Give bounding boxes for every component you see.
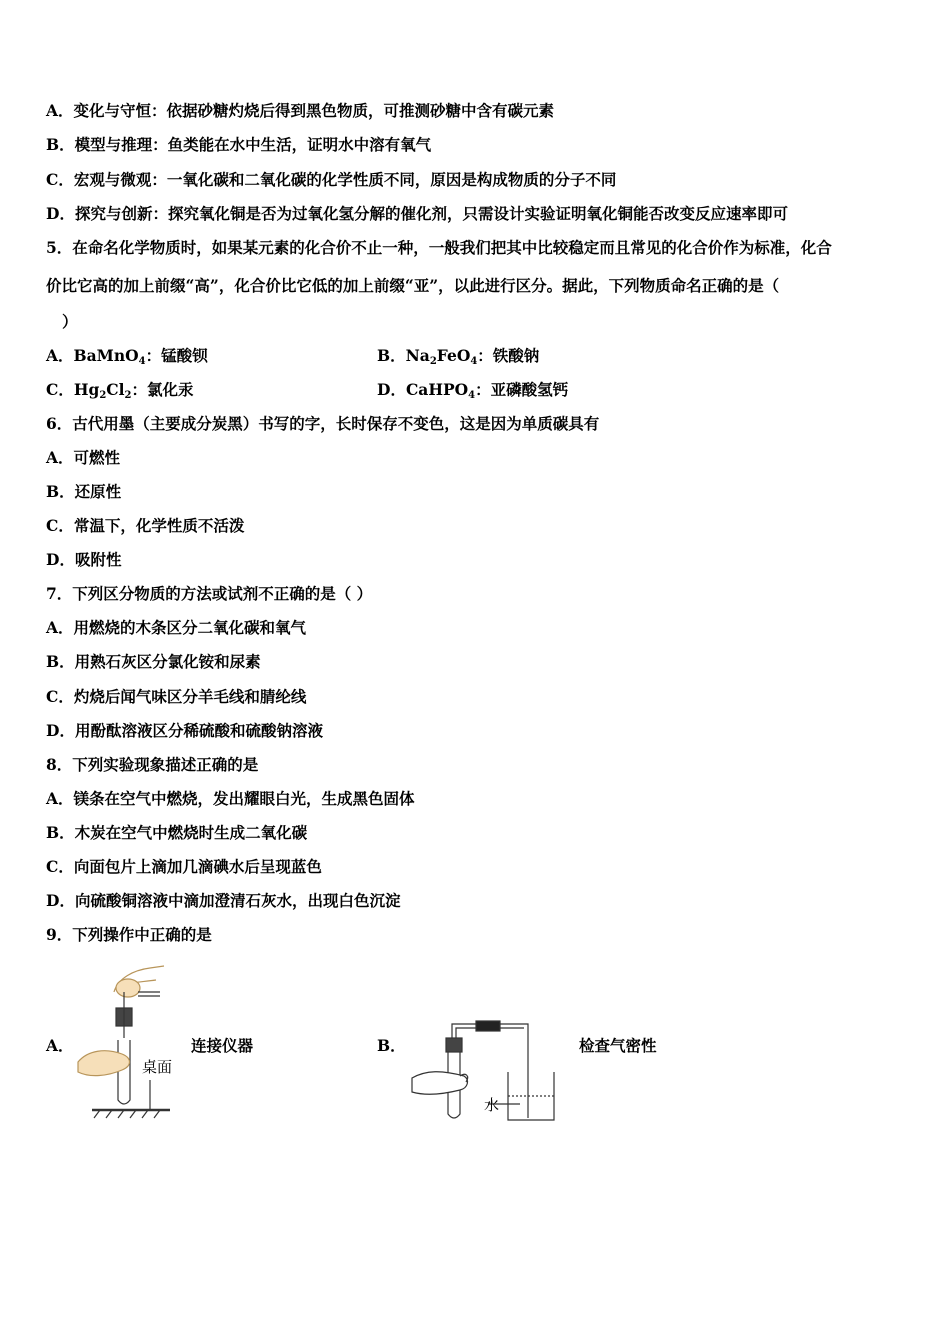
- q5-option-a-name: ：锰酸钡: [145, 346, 208, 365]
- q5-option-a-formula: BaMnO: [73, 346, 139, 365]
- q5-stem-line1: 5．在命名化学物质时，如果某元素的化合价不止一种，一般我们把其中比较稳定而且常见的化合价作为标准，化合: [46, 238, 832, 257]
- q9-option-b-label: B．: [377, 1036, 406, 1055]
- q9-option-a-caption: 连接仪器: [191, 1036, 254, 1055]
- q8-option-d: D．向硫酸铜溶液中滴加澄清石灰水，出现白色沉淀: [46, 891, 401, 910]
- q8-stem: 8．下列实验现象描述正确的是: [46, 755, 259, 774]
- q6-option-a: A．可燃性: [46, 448, 121, 467]
- q4-option-c: C．宏观与微观：一氧化碳和二氧化碳的化学性质不同，原因是构成物质的分子不同: [46, 170, 617, 189]
- q4-option-d: D．探究与创新：探究氧化铜是否为过氧化氢分解的催化剂，只需设计实验证明氧化铜能否改变反应速率即可: [46, 204, 788, 223]
- airtightness-check-figure: [408, 1014, 568, 1124]
- q5-stem-line3: ）: [62, 312, 78, 331]
- q7-option-b: B．用熟石灰区分氯化铵和尿素: [46, 652, 261, 671]
- q7-stem: 7．下列区分物质的方法或试剂不正确的是（ ）: [46, 584, 373, 603]
- q7-option-c: C．灼烧后闻气味区分羊毛线和腈纶线: [46, 687, 307, 706]
- q5-option-c-sub-1: 2: [99, 390, 107, 401]
- q5-option-b: [377, 346, 539, 372]
- q5-option-c-formula-1: Hg: [73, 380, 100, 399]
- q6-option-d: D．吸附性: [46, 550, 122, 569]
- q9-option-a-label: A．: [46, 1036, 74, 1055]
- q5-stem-line2: 价比它高的加上前缀“高”，化合价比它低的加上前缀“亚”，以此进行区分。据此，下列物质命名正确的是（: [46, 276, 780, 295]
- q8-option-a: A．镁条在空气中燃烧，发出耀眼白光，生成黑色固体: [46, 789, 415, 808]
- q5-option-c-label: C．: [46, 380, 74, 399]
- q6-option-c: C．常温下，化学性质不活泼: [46, 516, 245, 535]
- q4-option-a: A．变化与守恒：依据砂糖灼烧后得到黑色物质，可推测砂糖中含有碳元素: [46, 101, 555, 120]
- q5-option-b-name: ：铁酸钠: [477, 346, 540, 365]
- q5-option-b-sub-1: 2: [429, 356, 437, 367]
- q5-option-b-sub-2: 4: [470, 356, 478, 367]
- water-label: 水: [484, 1096, 500, 1114]
- q5-option-d: [377, 380, 568, 406]
- q9-stem: 9．下列操作中正确的是: [46, 925, 212, 944]
- q7-option-d: D．用酚酞溶液区分稀硫酸和硫酸钠溶液: [46, 721, 323, 740]
- q5-option-b-label: B．: [377, 346, 406, 365]
- q5-option-a-label: A．: [46, 346, 74, 365]
- q5-option-d-sub: 4: [468, 390, 476, 401]
- q5-option-a-sub: 4: [138, 356, 146, 367]
- q5-option-d-label: D．: [377, 380, 406, 399]
- q6-stem: 6．古代用墨（主要成分炭黑）书写的字，长时保存不变色，这是因为单质碳具有: [46, 414, 600, 433]
- q5-option-b-formula-2: FeO: [436, 346, 471, 365]
- q6-option-b: B．还原性: [46, 482, 122, 501]
- q5-option-c-formula-2: Cl: [106, 380, 125, 399]
- q5-option-d-name: ：亚磷酸氢钙: [475, 380, 569, 399]
- q8-option-b: B．木炭在空气中燃烧时生成二氧化碳: [46, 823, 308, 842]
- q8-option-c: C．向面包片上滴加几滴碘水后呈现蓝色: [46, 857, 322, 876]
- table-surface-label: 桌面: [142, 1058, 173, 1076]
- q5-option-c-sub-2: 2: [124, 390, 132, 401]
- q4-option-b: B．模型与推理：鱼类能在水中生活，证明水中溶有氧气: [46, 135, 432, 154]
- q9-option-b-caption: 检查气密性: [579, 1036, 657, 1055]
- connect-apparatus-figure: [72, 962, 182, 1122]
- q7-option-a: A．用燃烧的木条区分二氧化碳和氧气: [46, 618, 307, 637]
- q5-option-b-formula-1: Na: [405, 346, 430, 365]
- q5-option-a: [46, 346, 208, 372]
- q5-option-c-name: ：氯化汞: [131, 380, 194, 399]
- q5-option-d-formula: CaHPO: [405, 380, 469, 399]
- q5-option-c: [46, 380, 194, 406]
